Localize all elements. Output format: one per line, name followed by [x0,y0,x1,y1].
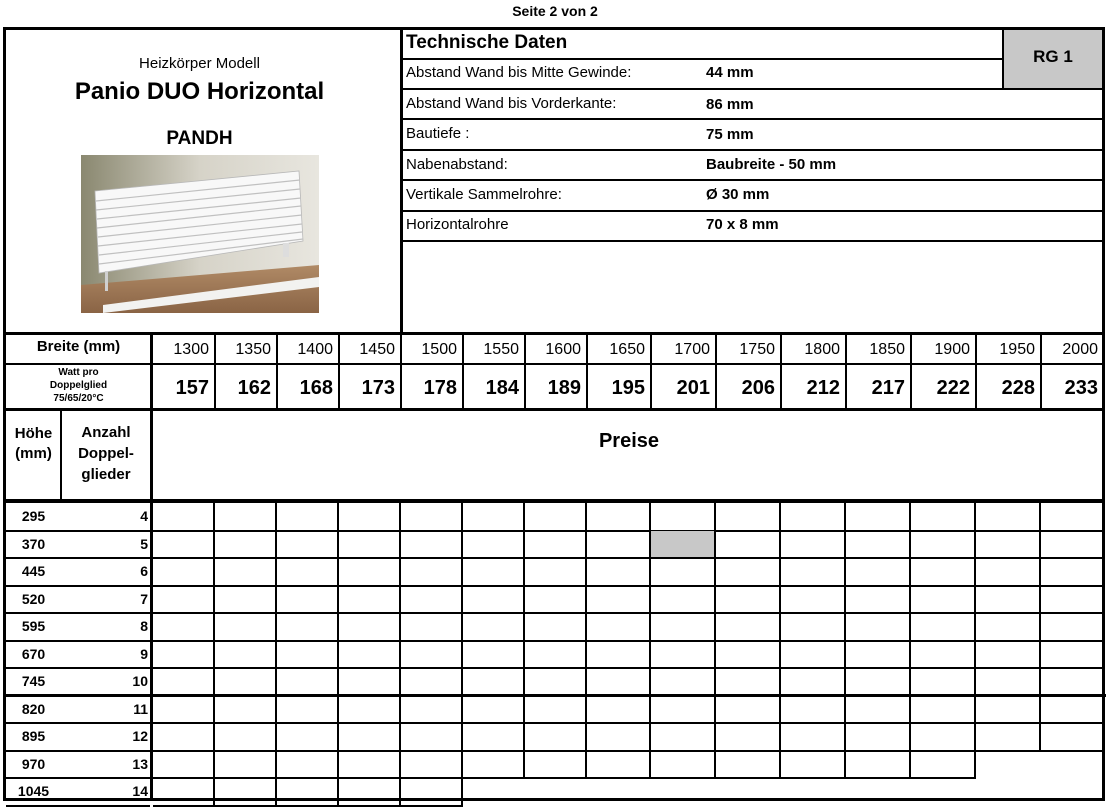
hoehe-value: 745 [21,673,46,689]
price-cell [215,613,277,642]
radiator-photo [81,155,319,313]
tech-line [403,149,1102,151]
price-cell [1041,641,1104,669]
price-cell [976,696,1041,724]
tech-line [403,210,1102,212]
price-cell [401,531,463,559]
tech-value: 44 mm [706,64,754,81]
price-cell [153,503,215,532]
model-name: Panio DUO Horizontal [74,78,325,105]
price-cell [401,751,463,779]
price-cell [401,558,463,587]
price-cell [525,558,587,587]
price-cell [911,751,976,779]
price-cell [463,503,525,532]
price-cell [401,613,463,642]
watt-value: 228 [1001,377,1035,399]
anzahl-value: 12 [132,728,148,744]
top-divider [400,30,403,335]
watt-value: 233 [1064,377,1098,399]
price-cell [153,531,215,559]
price-cell [587,641,651,669]
rg-label: RG 1 [1033,47,1073,66]
price-cell [911,723,976,752]
price-cell [339,668,401,697]
price-cell [651,586,716,614]
price-cell [339,503,401,532]
price-cell [525,613,587,642]
price-cell [976,723,1041,752]
price-cell [911,558,976,587]
anzahl-value: 11 [133,700,148,717]
hoehe-label-line: (mm) [15,445,52,462]
preise-label: Preise [598,430,660,452]
tech-label: Horizontalrohre [406,216,509,233]
tech-value: 75 mm [706,126,754,143]
row-line [6,722,150,724]
price-cell [846,503,911,532]
tech-line [403,179,1102,181]
price-cell [1041,586,1104,614]
anzahl-value: 6 [140,563,148,579]
price-cell [339,586,401,614]
price-cell [153,696,215,724]
breite-value: 1300 [173,341,209,358]
price-cell [1041,668,1104,697]
price-cell [846,641,911,669]
price-cell [911,696,976,724]
breite-value: 1500 [421,341,457,358]
watt-value: 173 [361,377,395,399]
price-cell [911,613,976,642]
price-cell [277,558,339,587]
breite-value: 1800 [804,341,840,358]
price-cell [525,696,587,724]
row-line [6,640,150,642]
hoehe-value: 895 [21,728,46,744]
price-cell [277,503,339,532]
anzahl-value: 4 [140,508,148,524]
price-cell [153,668,215,697]
price-cell [587,503,651,532]
price-cell [781,641,846,669]
tech-value: 70 x 8 mm [706,216,779,233]
price-cell [587,723,651,752]
watt-value: 178 [423,377,457,399]
price-cell [781,613,846,642]
breite-value: 1650 [609,341,645,358]
price-cell [716,503,781,532]
price-cell [339,558,401,587]
price-cell [781,668,846,697]
price-cell [153,613,215,642]
price-cell [525,668,587,697]
watt-value: 189 [547,377,581,399]
table-vline [60,408,62,500]
table-line [6,363,1102,365]
anzahl-value: 7 [140,590,148,607]
anzahl-label-line: Doppel- [78,445,134,462]
price-cell [401,503,463,532]
price-cell [716,751,781,779]
breite-value: 1400 [297,341,333,358]
price-cell [277,751,339,779]
price-cell [651,558,716,587]
price-cell [911,586,976,614]
anzahl-value: 9 [140,645,148,662]
watt-value: 217 [871,377,905,399]
price-cell [215,723,277,752]
price-cell [153,751,215,779]
model-subtitle: Heizkörper Modell [139,55,260,72]
hoehe-value: 1045 [17,783,50,799]
price-cell [651,641,716,669]
price-cell [716,613,781,642]
price-cell [401,723,463,752]
price-cell [215,751,277,779]
tech-label: Abstand Wand bis Mitte Gewinde: [406,64,632,81]
breite-value: 1450 [359,341,395,358]
price-cell [846,613,911,642]
watt-value: 162 [237,377,271,399]
price-cell [401,586,463,614]
price-cell [846,531,911,559]
price-cell [587,751,651,779]
price-cell [716,723,781,752]
tech-label: Bautiefe : [406,125,470,142]
price-cell [401,668,463,697]
watt-value: 168 [299,377,333,399]
tech-line [403,240,1102,242]
price-cell [587,696,651,724]
watt-value: 206 [741,377,775,399]
price-cell [976,613,1041,642]
price-cell [153,586,215,614]
watt-label [7,366,150,405]
tech-line [403,88,1102,90]
tech-line [403,58,1003,60]
price-cell [153,778,215,807]
watt-label-line: Watt pro [58,367,99,378]
price-cell [716,668,781,697]
price-cell [587,558,651,587]
price-cell [781,503,846,532]
price-cell [651,613,716,642]
price-cell [976,531,1041,559]
price-cell [651,531,716,559]
breite-value: 1700 [674,341,710,358]
watt-value: 222 [936,377,970,399]
tech-label: Vertikale Sammelrohre: [406,186,562,203]
breite-value: 1900 [934,341,970,358]
breite-value: 1850 [869,341,905,358]
hoehe-value: 820 [21,700,46,717]
hoehe-value: 670 [21,645,46,662]
price-cell [277,613,339,642]
price-cell [911,641,976,669]
price-cell [525,723,587,752]
price-cell [1041,503,1104,532]
price-cell [716,558,781,587]
breite-value: 2000 [1062,341,1098,358]
tech-value: 86 mm [706,96,754,113]
price-cell [525,586,587,614]
watt-value: 184 [485,377,519,399]
price-cell [215,558,277,587]
watt-value: 201 [676,377,710,399]
price-cell [651,751,716,779]
price-cell [587,668,651,697]
price-cell [525,751,587,779]
price-cell [846,696,911,724]
row-line [6,777,150,779]
price-cell [1041,723,1104,752]
price-cell [651,503,716,532]
hoehe-value: 520 [21,590,46,607]
row-line [6,557,150,559]
price-cell [215,531,277,559]
watt-value: 212 [806,377,840,399]
anzahl-label-line: glieder [81,466,131,483]
price-cell [846,558,911,587]
price-cell [463,586,525,614]
price-cell [716,641,781,669]
anzahl-value: 8 [140,618,148,634]
price-cell [781,586,846,614]
top-section-bottom-line [6,332,1102,335]
tech-label: Nabenabstand: [406,156,508,173]
watt-label-line: 75/65/20°C [53,393,104,404]
price-cell [463,531,525,559]
price-cell [339,778,401,807]
price-cell [587,531,651,559]
price-cell [651,696,716,724]
price-cell [976,503,1041,532]
price-cell [215,586,277,614]
price-cell [651,668,716,697]
price-cell [525,503,587,532]
tech-data-title: Technische Daten [406,32,568,53]
price-cell [976,641,1041,669]
hoehe-value: 595 [21,618,46,634]
anzahl-label [62,422,150,485]
price-cell [339,723,401,752]
table-line [6,408,1102,411]
breite-value: 1600 [545,341,581,358]
anzahl-label-line: Anzahl [81,424,131,441]
anzahl-value: 10 [132,673,148,689]
price-cell [339,641,401,669]
price-cell [401,778,463,807]
price-cell [716,531,781,559]
price-cell [911,531,976,559]
price-cell [277,778,339,807]
price-cell [339,613,401,642]
price-cell [781,696,846,724]
watt-value: 157 [175,377,209,399]
price-cell [463,723,525,752]
price-cell [277,531,339,559]
breite-value: 1750 [739,341,775,358]
price-cell [339,531,401,559]
tech-value: Ø 30 mm [706,186,770,203]
breite-label: Breite (mm) [36,338,121,355]
tech-label: Abstand Wand bis Vorderkante: [406,95,617,112]
model-code: PANDH [166,128,233,149]
price-cell [215,641,277,669]
anzahl-value: 5 [140,535,148,552]
price-cell [846,586,911,614]
breite-value: 1950 [999,341,1035,358]
price-cell [277,696,339,724]
watt-label-line: Doppelglied [49,380,108,391]
price-cell [587,586,651,614]
price-cell [215,668,277,697]
watt-value: 195 [611,377,645,399]
price-cell [463,613,525,642]
price-cell [781,723,846,752]
price-cell [277,641,339,669]
row-line [6,750,150,752]
price-cell [277,586,339,614]
price-cell [1041,613,1104,642]
price-cell [911,668,976,697]
tech-line [403,118,1102,120]
price-cell [587,613,651,642]
price-cell [976,558,1041,587]
price-cell [463,641,525,669]
price-cell [781,558,846,587]
price-cell [525,641,587,669]
price-cell [401,696,463,724]
price-cell [153,641,215,669]
row-line [6,530,150,532]
price-cell [976,586,1041,614]
breite-value: 1350 [235,341,271,358]
row-line [6,585,150,587]
hoehe-value: 970 [21,755,46,772]
price-cell [846,668,911,697]
hoehe-value: 445 [21,563,46,579]
price-cell [716,586,781,614]
price-cell [716,696,781,724]
row-line [6,612,150,614]
hoehe-label [7,424,60,464]
hoehe-label-line: Höhe [14,425,53,442]
price-cell [463,751,525,779]
price-cell [463,696,525,724]
price-cell [463,668,525,697]
price-cell [277,723,339,752]
page-header: Seite 2 von 2 [512,3,598,19]
price-cell [215,696,277,724]
price-cell [463,558,525,587]
price-cell [911,503,976,532]
price-cell [153,558,215,587]
price-cell [846,723,911,752]
price-cell [781,751,846,779]
tech-value: Baubreite - 50 mm [706,156,837,173]
price-cell [277,668,339,697]
anzahl-value: 14 [132,783,148,799]
group-line [6,694,1106,697]
price-cell [215,778,277,807]
price-cell [1041,696,1104,724]
hoehe-value: 295 [21,508,46,524]
price-cell [339,751,401,779]
price-cell [651,723,716,752]
price-cell [153,723,215,752]
row-line [6,667,150,669]
price-cell [781,531,846,559]
price-cell [846,751,911,779]
anzahl-value: 13 [132,755,148,772]
breite-value: 1550 [483,341,519,358]
price-cell [525,531,587,559]
price-cell [976,668,1041,697]
price-cell [1041,531,1104,559]
hoehe-value: 370 [21,535,46,552]
price-cell [401,641,463,669]
price-cell [215,503,277,532]
price-cell [1041,558,1104,587]
price-cell [339,696,401,724]
